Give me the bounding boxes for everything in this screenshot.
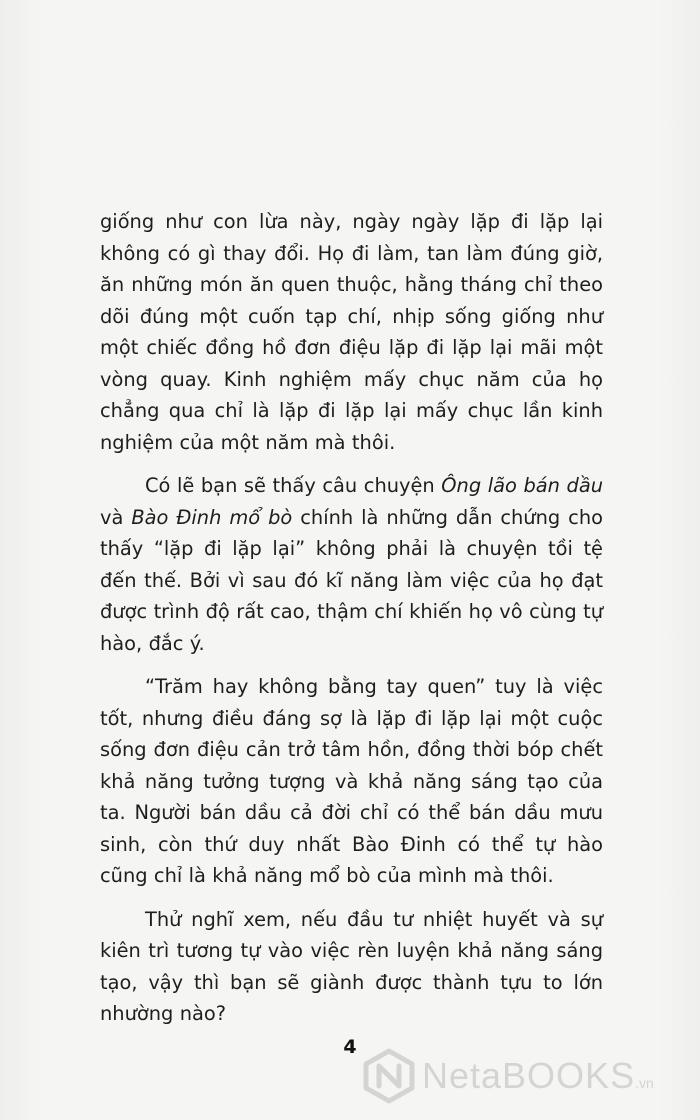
- netabooks-logo-icon: [362, 1048, 416, 1104]
- text-segment: và: [100, 505, 132, 529]
- text-segment: “Trăm hay không bằng tay quen” tuy là việc tốt, nhưng điều đáng sợ là lặp đi lặp lại một cuộc sống đơn điệu cản trở tâm hồn, đồng thời bóp chết khả năng tưởng tượng và khả năng sáng tạo của ta. Người bán dầu cả đời chỉ có thể bán dầu mưu sinh, còn thứ duy nhất Bào Đinh có thể tự hào cũng chỉ là khả năng mổ bò của mình mà thôi.: [100, 675, 603, 887]
- watermark-brand: NetaBOOKS: [422, 1055, 636, 1096]
- paragraph-3: [100, 671, 603, 892]
- story-title-bao-dinh-mo-bo: Bào Đinh mổ bò: [131, 505, 293, 529]
- paragraph-1: [100, 206, 603, 458]
- text-segment: Có lẽ bạn sẽ thấy câu chuyện: [145, 474, 442, 497]
- watermark-text: [422, 1056, 654, 1103]
- text-segment: giống như con lừa này, ngày ngày lặp đi lặp lại không có gì thay đổi. Họ đi làm, tan làm đúng giờ, ăn những món ăn quen thuộc, hằng tháng chỉ theo dõi đúng một cuốn tạp chí, nhịp sống giống như một chiếc đồng hồ đơn điệu lặp đi lặp lại mãi một vòng quay. Kinh nghiệm mấy chục năm của họ chẳng qua chỉ là lặp đi lặp lại mấy chục lần kinh nghiệm của một năm mà thôi.: [100, 210, 603, 454]
- watermark: [362, 1046, 700, 1106]
- paragraph-2: [100, 470, 603, 659]
- story-title-ong-lao-ban-dau: Ông lão bán dầu: [441, 474, 603, 497]
- text-segment: chính là những dẫn chứng cho thấy “lặp đi lặp lại” không phải là chuyện tồi tệ đến thế. Bởi vì sau đó kĩ năng làm việc của họ đạt được trình độ rất cao, thậm chí khiến họ vô cùng tự hào, đắc ý.: [100, 505, 603, 655]
- page-number: 4: [343, 1036, 357, 1058]
- body-text: [100, 206, 603, 1030]
- paragraph-4: [100, 904, 603, 1030]
- watermark-suffix: .vn: [635, 1075, 654, 1091]
- text-segment: Thử nghĩ xem, nếu đầu tư nhiệt huyết và sự kiên trì tương tự vào việc rèn luyện khả năng sáng tạo, vậy thì bạn sẽ giành được thành tựu to lớn nhường nào?: [100, 907, 603, 1025]
